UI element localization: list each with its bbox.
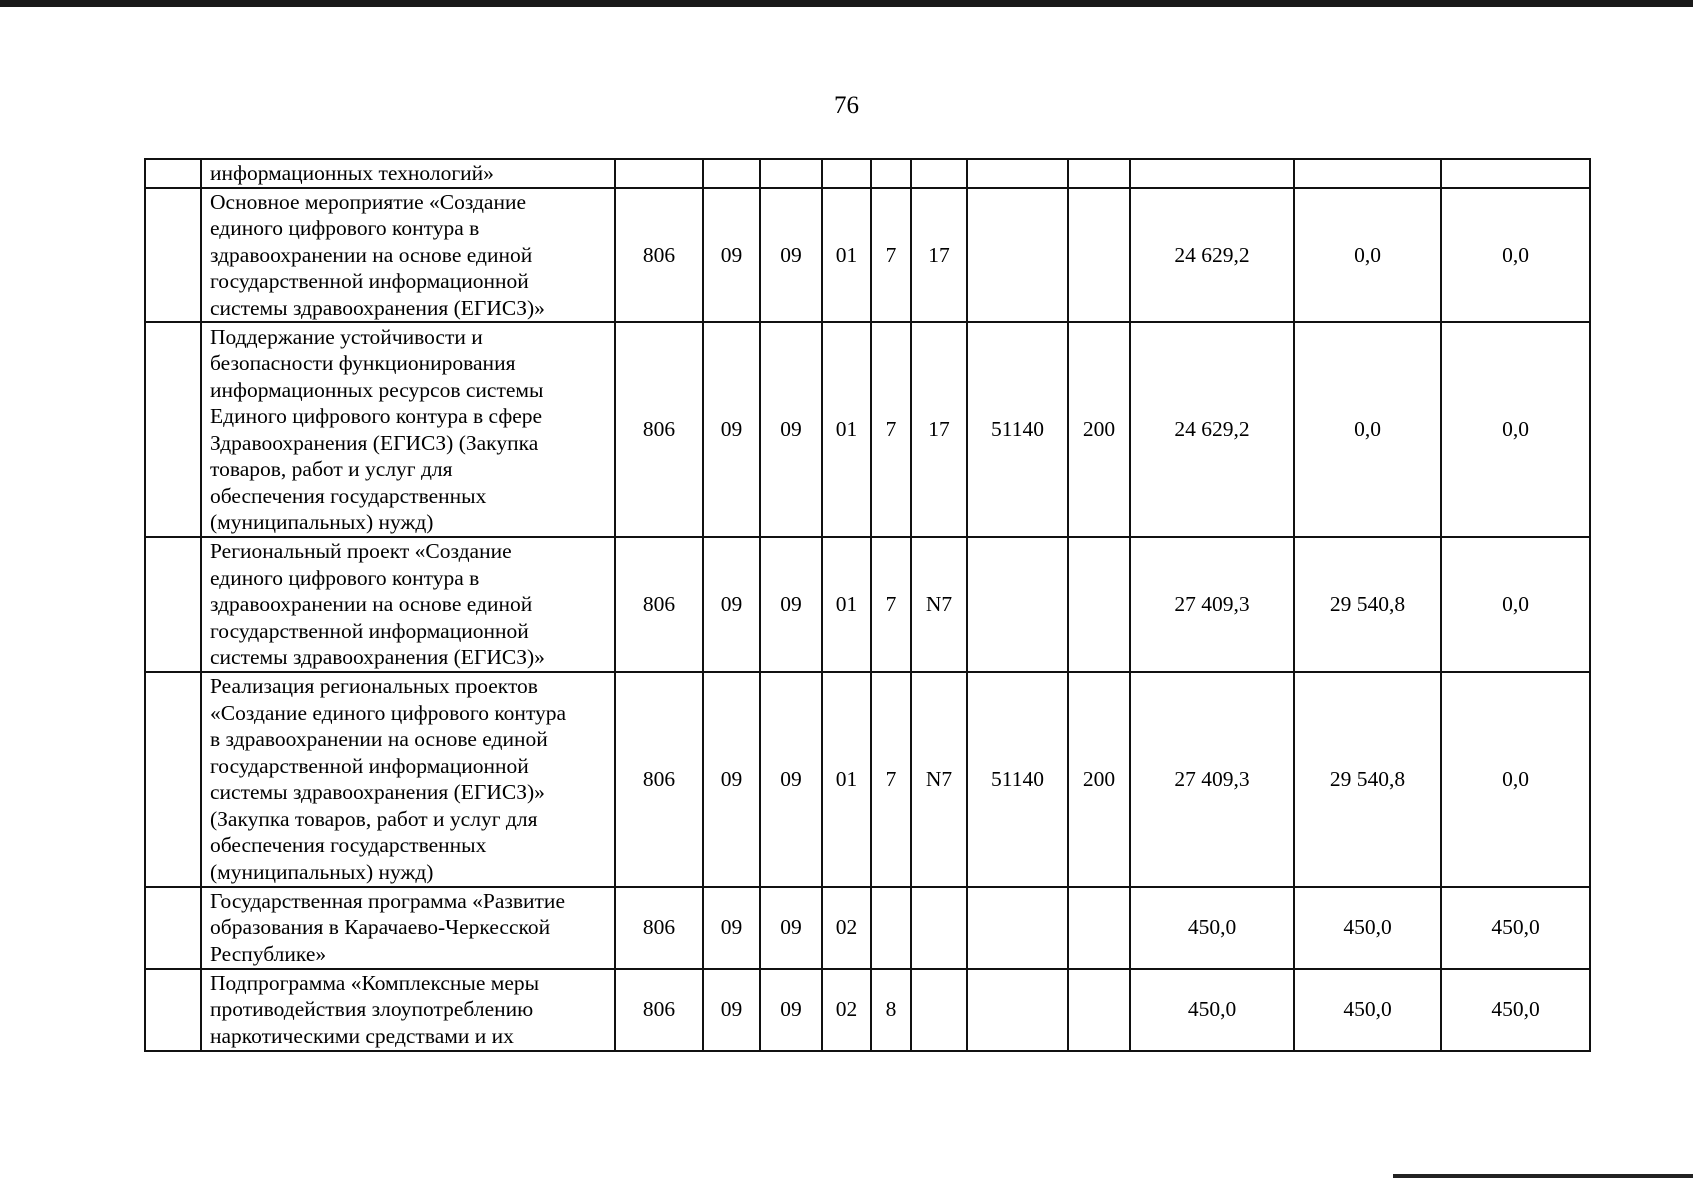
code-cell [967, 159, 1068, 188]
code-cell: 01 [822, 672, 871, 887]
code-cell: 17 [911, 188, 967, 323]
code-cell: 09 [703, 672, 760, 887]
code-cell [1068, 537, 1130, 672]
code-cell: 09 [760, 887, 822, 969]
code-cell: 09 [760, 672, 822, 887]
table-row [145, 159, 1590, 188]
code-cell: 17 [911, 322, 967, 537]
code-cell: N7 [911, 537, 967, 672]
code-cell: N7 [911, 672, 967, 887]
code-cell: 200 [1068, 322, 1130, 537]
code-cell: 09 [760, 969, 822, 1051]
code-cell [871, 887, 911, 969]
amount-cell: 0,0 [1441, 672, 1590, 887]
amount-cell: 0,0 [1294, 188, 1441, 323]
amount-cell: 0,0 [1441, 322, 1590, 537]
code-cell [967, 887, 1068, 969]
amount-cell: 450,0 [1441, 969, 1590, 1051]
code-cell [967, 537, 1068, 672]
amount-cell: 450,0 [1130, 887, 1294, 969]
code-cell: 09 [703, 188, 760, 323]
amount-cell: 29 540,8 [1294, 537, 1441, 672]
amount-cell: 0,0 [1441, 188, 1590, 323]
code-cell [703, 159, 760, 188]
table-row [145, 537, 1590, 672]
code-cell [911, 159, 967, 188]
code-cell [615, 159, 703, 188]
code-cell [1068, 887, 1130, 969]
amount-cell: 0,0 [1294, 322, 1441, 537]
code-cell: 7 [871, 672, 911, 887]
code-cell [871, 159, 911, 188]
code-cell: 02 [822, 969, 871, 1051]
amount-cell: 24 629,2 [1130, 322, 1294, 537]
table-row [145, 188, 1590, 323]
code-cell: 7 [871, 537, 911, 672]
code-cell [911, 969, 967, 1051]
item-name-cell: Государственная программа «Развитие образования в Карачаево-Черкесской Республике» [201, 887, 615, 969]
amount-cell: 24 629,2 [1130, 188, 1294, 323]
amount-cell: 450,0 [1294, 969, 1441, 1051]
code-cell: 806 [615, 537, 703, 672]
row-number-cell [145, 969, 201, 1051]
table-row [145, 887, 1590, 969]
item-name-cell: Поддержание устойчивости и безопасности функционирования информационных ресурсов системы Единого цифрового контура в сфере Здравоохранения (ЕГИСЗ) (Закупка товаров, работ и услуг для обеспечения государственных (муниципальных) нужд) [201, 322, 615, 537]
item-name-cell: Основное мероприятие «Создание единого цифрового контура в здравоохранении на основе единой государственной информационной системы здравоохранения (ЕГИСЗ)» [201, 188, 615, 323]
code-cell [967, 188, 1068, 323]
amount-cell: 450,0 [1294, 887, 1441, 969]
code-cell: 200 [1068, 672, 1130, 887]
code-cell: 806 [615, 322, 703, 537]
page-number: 76 [834, 92, 859, 119]
scan-edge-bottom-right [1393, 1174, 1693, 1178]
code-cell: 02 [822, 887, 871, 969]
code-cell: 806 [615, 188, 703, 323]
table-body [145, 159, 1590, 1051]
code-cell: 01 [822, 188, 871, 323]
code-cell [1068, 188, 1130, 323]
code-cell: 51140 [967, 672, 1068, 887]
code-cell [760, 159, 822, 188]
code-cell: 806 [615, 672, 703, 887]
amount-cell: 27 409,3 [1130, 672, 1294, 887]
code-cell: 806 [615, 887, 703, 969]
amount-cell [1441, 159, 1590, 188]
code-cell [1068, 159, 1130, 188]
row-number-cell [145, 159, 201, 188]
table-row [145, 969, 1590, 1051]
row-number-cell [145, 188, 201, 323]
amount-cell [1294, 159, 1441, 188]
budget-table [144, 158, 1591, 1052]
amount-cell: 29 540,8 [1294, 672, 1441, 887]
amount-cell [1130, 159, 1294, 188]
code-cell [1068, 969, 1130, 1051]
code-cell: 01 [822, 322, 871, 537]
code-cell: 09 [760, 188, 822, 323]
row-number-cell [145, 887, 201, 969]
amount-cell: 450,0 [1441, 887, 1590, 969]
code-cell [911, 887, 967, 969]
code-cell: 09 [703, 887, 760, 969]
scan-edge-top [0, 0, 1693, 7]
code-cell [967, 969, 1068, 1051]
code-cell: 09 [703, 322, 760, 537]
row-number-cell [145, 672, 201, 887]
amount-cell: 0,0 [1441, 537, 1590, 672]
item-name-cell: Подпрограмма «Комплексные меры противодействия злоупотреблению наркотическими средствами и их [201, 969, 615, 1051]
code-cell: 51140 [967, 322, 1068, 537]
code-cell: 09 [703, 537, 760, 672]
item-name-cell: информационных технологий» [201, 159, 615, 188]
code-cell: 806 [615, 969, 703, 1051]
code-cell: 7 [871, 188, 911, 323]
code-cell: 8 [871, 969, 911, 1051]
code-cell [822, 159, 871, 188]
table-row [145, 322, 1590, 537]
row-number-cell [145, 322, 201, 537]
code-cell: 09 [760, 537, 822, 672]
code-cell: 09 [703, 969, 760, 1051]
code-cell: 01 [822, 537, 871, 672]
code-cell: 09 [760, 322, 822, 537]
code-cell: 7 [871, 322, 911, 537]
amount-cell: 450,0 [1130, 969, 1294, 1051]
table-row [145, 672, 1590, 887]
item-name-cell: Региональный проект «Создание единого цифрового контура в здравоохранении на основе единой государственной информационной системы здравоохранения (ЕГИСЗ)» [201, 537, 615, 672]
amount-cell: 27 409,3 [1130, 537, 1294, 672]
row-number-cell [145, 537, 201, 672]
item-name-cell: Реализация региональных проектов «Создание единого цифрового контура в здравоохранении на основе единой государственной информационной системы здравоохранения (ЕГИСЗ)» (Закупка товаров, работ и услуг для обеспечения государственных (муниципальных) нужд) [201, 672, 615, 887]
